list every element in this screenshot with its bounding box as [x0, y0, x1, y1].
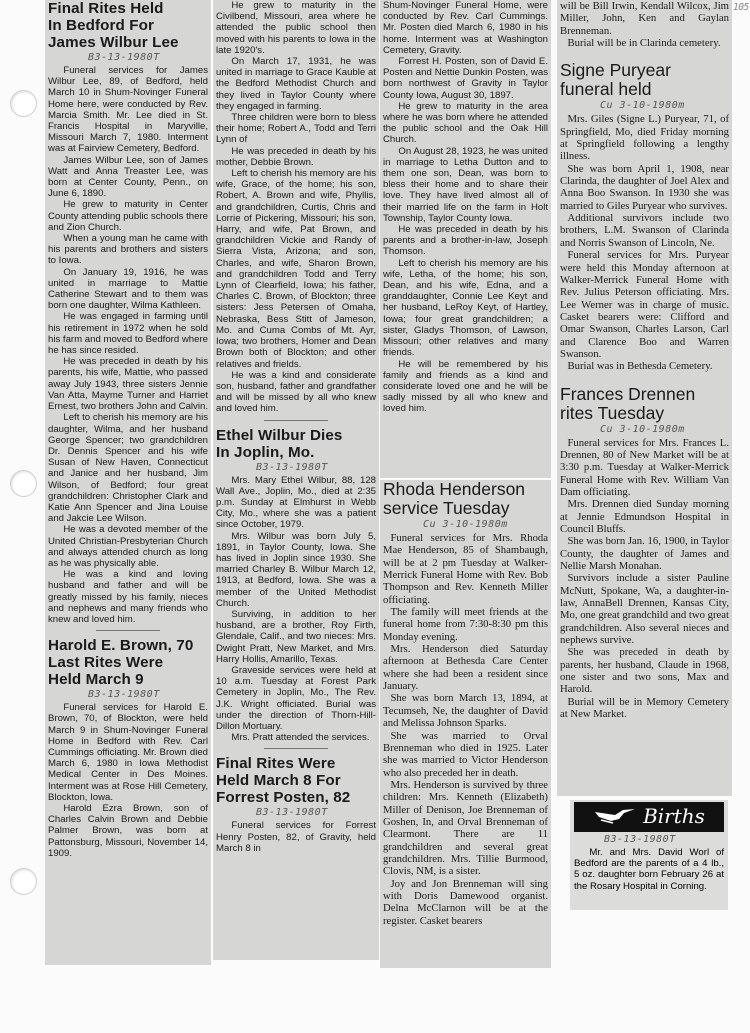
- paragraph: He was a devoted member of the United Christian-Presbyterian Church and always attended church as long as he was physically able.: [48, 524, 208, 569]
- clipping-column-3: [380, 0, 551, 478]
- clipping-column-4: [557, 0, 732, 796]
- handwritten-date-annotation: B3-13-1980T: [88, 52, 160, 63]
- article-continuation: [383, 0, 548, 415]
- paragraph: Funeral services for Harold E. Brown, 70, of Blockton, were held March 9 in Shum-Novinger Funeral Home in Bedford with Rev. Carl Cummings officiating. Mr. Brown died March 6, 1980 in Iowa Methodist Medical Center in Des Moines. Interment was at Rose Hill Cemetery, Blockton, Iowa.: [48, 702, 208, 803]
- paragraph: He was a kind and considerate son, husband, father and grandfather and will be missed by all who knew and loved him.: [216, 369, 376, 415]
- paragraph: will be Bill Irwin, Kendall Wilcox, Jim Miller, John, Ken and Gaylan Brenneman.: [560, 0, 729, 37]
- paragraph: When a young man he came with his parents and brothers and sisters to Iowa.: [48, 233, 208, 267]
- clipping-column-1: [45, 0, 211, 965]
- headline: Held March 9: [48, 671, 144, 689]
- paragraph: He grew to maturity in the Civilbend, Missouri, area where he attended the public school then moved with his parents to Iowa in the late 1920's.: [216, 0, 376, 56]
- paragraph: On March 17, 1931, he was united in marriage to Grace Kauble at the Bedford Methodist Church and they lived in Taylor County where they engaged in farming.: [216, 56, 376, 112]
- handwritten-date-annotation: Cu 3-10-1980m: [600, 100, 685, 112]
- headline: service Tuesday: [383, 498, 510, 518]
- paragraph: Three children were born to bless their home; Robert A., Todd and Terri Lynn of: [216, 112, 376, 146]
- paragraph: He was preceded in death by his parents and a brother-in-law, Joseph Thomson.: [383, 224, 548, 258]
- headline: Signe Puryear: [560, 60, 671, 81]
- headline: In Bedford For: [48, 17, 155, 34]
- headline: Ethel Wilbur Dies: [216, 426, 343, 444]
- births-banner: [574, 802, 724, 832]
- paragraph: Mrs. Pratt attended the services.: [231, 732, 370, 744]
- handwritten-date-annotation: B3-13-1980T: [604, 834, 676, 845]
- obituary-article: [383, 480, 548, 927]
- paragraph: Mrs. Drennen died Sunday morning at Jennie Edmundson Hospital in Council Bluffs.: [560, 498, 729, 535]
- paragraph: Funeral services for Mrs. Frances L. Drennen, 80 of New Market will be at 3:30 p.m. Tuesday at Walker-Merrick Funeral Home with Rev. William Van Dam officiating.: [560, 436, 729, 498]
- headline: Held March 8 For: [216, 772, 341, 790]
- paragraph: He was a kind and loving husband and father and will be greatly missed by his family, nieces and nephews and many friends who knew and loved him.: [48, 569, 208, 625]
- paragraph: On January 19, 1916, he was united in marriage to Mattie Catherine Stewart and to them was born one daughter, Wilma Kathleen.: [48, 266, 208, 312]
- obituary-article: [216, 427, 376, 744]
- handwritten-date-annotation: B3-13-1980T: [88, 689, 160, 701]
- article-continuation: [560, 0, 729, 49]
- paragraph: He grew to maturity in Center County attending public schools there and Zion Church.: [48, 199, 208, 233]
- birth-announcement: Mr. and Mrs. David Worl of Bedford are the parents of a 4 lb., 5 oz. daughter born February 26 at the Rosary Hospital in Corning.: [574, 847, 724, 892]
- births-banner-title: Births: [643, 804, 705, 829]
- article-continuation: [216, 0, 376, 415]
- headline: Rhoda Henderson: [383, 480, 526, 499]
- paragraph: Mrs. Henderson died Saturday afternoon at Bethesda Care Center where she had been a resident since January.: [383, 643, 548, 693]
- headline: Frances Drennen: [560, 383, 696, 404]
- paragraph: She was born April 1, 1908, near Clarinda, the daughter of Joel Alex and Anna Boo Swanson. In 1930 she was married to Giles Puryear who survives.: [560, 162, 729, 212]
- handwritten-page-note: 105: [733, 2, 749, 13]
- paragraph: Burial will be in Clarinda cemetery.: [567, 37, 721, 50]
- paragraph: Funeral services for Mrs. Puryear were held this Monday afternoon at Walker-Merrick Funeral Home with Rev. Julius Peterson officiating. Mrs. Lee Werner was in charge of music. Casket bearers were: Clifford and Omar Swanson, Charles Larson, Carl and Clarence Boo and Warren Swanson.: [560, 249, 729, 360]
- headline: Forrest Posten, 82: [216, 789, 351, 807]
- paragraph: He grew to maturity in the area where he was born where he attended the public school and the Oak Hill Church.: [383, 100, 548, 146]
- paragraph: She was married to Orval Brenneman who died in 1925. Later she was married to Victor Henderson who also preceded her in death.: [383, 729, 548, 779]
- binder-hole: [10, 470, 37, 497]
- paragraph: Funeral services for James Wilbur Lee, 89, of Bedford, held March 10 in Shum-Novinger Funeral Home here, were conducted by Rev. Marcia Smith. Mr. Lee died in St. Francis Hospital in Maryville, Missouri March 7, 1980. Interment was at Fairview Cemetery, Bedford.: [48, 65, 208, 155]
- paragraph: Left to cherish his memory are his daughter, Wilma, and her husband George Spencer; two grandchildren Dr. Dennis Spencer and his wife Susan of New Haven, Connecticut and Janice and her husband, Jim Wilson, of Bedford; four great grandchildren: Christopher Clark and Katie Ann Spencer and Jina Louise and Jakcie Lee Wilson.: [48, 412, 208, 525]
- binder-hole: [10, 868, 37, 895]
- paragraph: Graveside services were held at 10 a.m. Tuesday at Forest Park Cemetery in Joplin, Mo., The Rev. J.K. Wright officiated. Burial was under the direction of Thorn-Hill-Dillon Mortuary.: [216, 664, 376, 732]
- paragraph: On August 28, 1923, he was united in marriage to Letha Dutton and to them one son, Dean, was born to bless their home and to share their love. They have lived almost all of their married life on the farm in Holt Township, Taylor County Iowa.: [383, 145, 548, 224]
- births-clipping: [570, 800, 728, 910]
- paragraph: Funeral services for Forrest Henry Posten, 82, of Gravity, held March 8 in: [216, 820, 376, 854]
- clipping-column-2: [213, 0, 379, 960]
- headline: rites Tuesday: [560, 402, 665, 423]
- paragraph: Harold Ezra Brown, son of Charles Calvin Brown and Debbie Palmer Brown, was born at Pattonsburg, Missouri, November 14, 1909.: [48, 802, 208, 859]
- paragraph: Funeral services for Mrs. Rhoda Mae Henderson, 85 of Shambaugh, will be at 2 pm Tuesday at Walker-Merrick Funeral Home with Rev. Bob Thompson and Rev. Kenneth Miller officiating.: [383, 532, 548, 606]
- paragraph: She was preceded in death by parents, her husband, Claude in 1968, one sister and two sons, Max and Harold.: [560, 646, 729, 696]
- handwritten-date-annotation: B3-13-1980T: [256, 807, 328, 819]
- headline: Final Rites Were: [216, 755, 336, 773]
- paragraph: Mrs. Henderson is survived by three children: Mrs. Kenneth (Elizabeth) Miller of Denison, Joe Brenneman of Goshen, In, and Orval Brenneman of Clearmont. There are 11 grandchildren and several great grandchildren. Mrs. Tillie Burmood, Clovis, NM, is a sister.: [383, 778, 548, 878]
- paragraph: She was born Jan. 16, 1900, in Taylor County, the daughter of James and Nellie Marsh Monahan.: [560, 535, 729, 573]
- paragraph: He was engaged in farming until his retirement in 1972 when he sold his farm and moved to Bedford where he has since resided.: [48, 311, 208, 357]
- obituary-article: [560, 385, 729, 721]
- paragraph: Forrest H. Posten, son of David E. Posten and Nettie Dunkin Posten, was born northwest of Gravity in Taylor County Iowa, August 30, 1897.: [383, 56, 548, 101]
- paragraph: Burial will be in Memory Cemetery at New Market.: [560, 695, 729, 721]
- clipping-rhoda-henderson: [380, 480, 551, 968]
- binder-hole: [10, 90, 37, 117]
- handwritten-date-annotation: Cu 3-10-1980m: [423, 519, 508, 530]
- obituary-article: [560, 61, 729, 372]
- paragraph: Survivors include a sister Pauline McNutt, Spokane, Wa, a daughter-in-law, AnnaBell Drennen, Kansas City, Mo, one great grandchild and two great grandchildren. Also several nieces and nephews survive.: [560, 572, 729, 647]
- headline: Last Rites Were: [48, 654, 164, 672]
- stork-icon: [593, 806, 637, 828]
- paragraph: He was preceded in death by his mother, Debbie Brown.: [216, 145, 376, 168]
- paragraph: Additional survivors include two brothers, L.M. Swanson of Clarinda and Norris Swanson of Lincoln, Ne.: [560, 212, 729, 249]
- paragraph: He will be remembered by his family and friends as a kind and considerate loved one and he will be sadly missed by all who knew and loved him.: [383, 358, 548, 415]
- obituary-article: [48, 637, 208, 859]
- paragraph: Left to cherish his memory are his wife, Grace, of the home; his son, Robert, A. Brown and wife, Phyllis, and grandchildren, Curtis, Chris and Lorrie of Pickering, Missouri; his son, Harry, and wife, Pat Brown, and grandchildren Vickie and Randy of Sierra Vista, Arizona; and son, Charles, and wife, Sharon Brown, and grandchildren Todd and Terry Lynn of Clearfield, Iowa; his father, Charles C. Brown, of Blockton; three sisters: Jess Petersen of Omaha, Nebraska, Bess Stitt of Jameson, Mo. and Cuma Combs of Mt. Ayr, Iowa; two brothers, Homer and Dean Brown both of Blockton; and other relatives and frields.: [216, 168, 376, 370]
- headline: funeral held: [560, 79, 652, 100]
- obituary-article: [216, 755, 376, 854]
- obituary-article: [48, 0, 208, 625]
- paragraph: The family will meet friends at the funeral home from 7:30-8:30 pm this Monday evening.: [383, 606, 548, 643]
- paragraph: Shum-Novinger Funeral Home, were conducted by Rev. Carl Cummings. Mr. Posten died March 6, 1980 in his home. Interment was at Washington Cemetery, Gravity.: [383, 0, 548, 56]
- handwritten-date-annotation: Cu 3-10-1980m: [600, 423, 685, 435]
- paragraph: Burial was in Bethesda Cemetery.: [567, 360, 713, 373]
- headline: In Joplin, Mo.: [216, 443, 315, 461]
- paragraph: Surviving, in addition to her husband, are a brother, Roy Firth, Glendale, Calif., and two nieces: Mrs. Dwight Pratt, New Market, and Mrs. Harry Hollis, Amarillo, Texas.: [216, 608, 376, 665]
- paragraph: Mrs. Giles (Signe L.) Puryear, 71, of Springfield, Mo, died Friday morning at Springfield following a lengthy illness.: [560, 113, 729, 163]
- headline: James Wilbur Lee: [48, 34, 179, 51]
- paragraph: Mrs. Wilbur was born July 5, 1891, in Taylor County, Iowa. She has lived in Joplin since 1930. She married Charley B. Wilbur March 12, 1913, at Bedford, Iowa. She was a member of the United Methodist Church.: [216, 530, 376, 609]
- paragraph: Mrs. Mary Ethel Wilbur, 88, 128 Wall Ave., Joplin, Mo., died at 2:35 p.m. Sunday at Elmhurst in Webb City, Mo., where she was a patient since October, 1979.: [216, 474, 376, 531]
- paragraph: He was preceded in death by his parents, his wife, Mattie, who passed away July 1943, three sisters Jennie Van Atta, Mayme Turner and Harriet Ernest, two brothers John and Calvin.: [48, 356, 208, 413]
- headline: Harold E. Brown, 70: [48, 637, 194, 655]
- paragraph: She was born March 13, 1894, at Tecumseh, Ne, the daughter of David and Melissa Johnson Sparks.: [383, 692, 548, 730]
- handwritten-date-annotation: B3-13-1980T: [256, 461, 328, 473]
- headline: Final Rites Held: [48, 0, 164, 17]
- paragraph: Joy and Jon Brenneman will sing with Doris Damewood organist. Delna McClarnon will be at the register. Casket bearers: [383, 877, 548, 927]
- paragraph: James Wilbur Lee, son of James Watt and Anna Treaster Lee, was born at Center County, Penn., on June 6, 1890.: [48, 154, 208, 200]
- paragraph: Left to cherish his memory are his wife, Letha, of the home; his son, Dean, and his wife, Edna, and a granddaughter, Connie Lee Keyt and her husband, LeRoy Keyt, of Hartley, Iowa; four great grandchildren; a sister, Gladys Thomson, of Lawson, Missouri; other relatives and many friends.: [383, 257, 548, 359]
